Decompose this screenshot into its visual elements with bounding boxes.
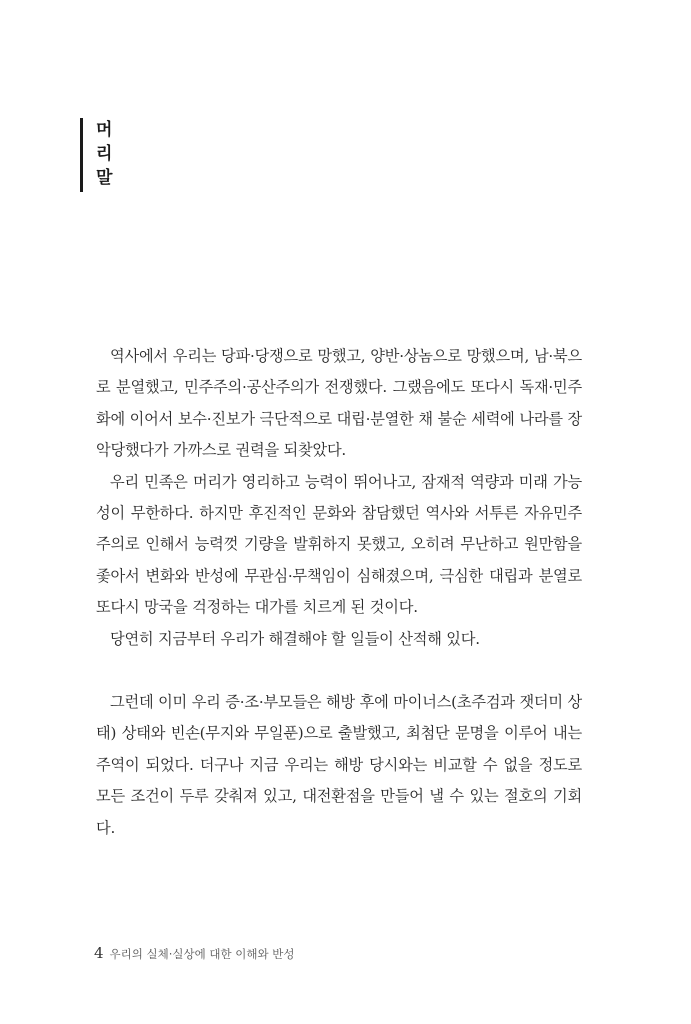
- heading-char: 머: [96, 120, 113, 140]
- paragraph: 당연히 지금부터 우리가 해결해야 할 일들이 산적해 있다.: [110, 629, 480, 648]
- heading-char: 말: [96, 168, 113, 188]
- paragraph-spacer: [96, 655, 582, 687]
- page-number: 4: [94, 944, 104, 962]
- heading-char: 리: [96, 144, 113, 164]
- paragraph: 우리 민족은 머리가 영리하고 능력이 뛰어나고, 잠재적 역량과 미래 가능성이 무한하다. 하지만 후진적인 문화와 참담했던 역사와 서투른 자유민주주의로 인해서 능력껏 기량을 발휘하지 못했고, 오히려 무난하고 원만함을 좇아서 변화와 반성에 무관심·무책임이 심해졌으며, 극심한 대립과 분열로 또다시 망국을 걱정하는 대가를 치르게 된 것이다.: [96, 472, 582, 617]
- chapter-heading: [80, 118, 112, 192]
- body-text: [96, 341, 582, 844]
- paragraph: 그런데 이미 우리 증·조·부모들은 해방 후에 마이너스(초주검과 잿더미 상태) 상태와 빈손(무지와 무일푼)으로 출발했고, 최첨단 문명을 이루어 내는 주역이 되었다. 더구나 지금 우리는 해방 당시와는 비교할 수 없을 정도로 모든 조건이 두루 갖춰져 있고, 대전환점을 만들어 낼 수 있는 절호의 기회다.: [96, 693, 582, 837]
- running-title: 우리의 실체·실상에 대한 이해와 반성: [109, 947, 295, 961]
- paragraph: 역사에서 우리는 당파·당쟁으로 망했고, 양반·상놈으로 망했으며, 남·북으로 분열했고, 민주주의·공산주의가 전쟁했다. 그랬음에도 또다시 독재·민주화에 이어서 보수·진보가 극단적으로 대립·분열한 채 불순 세력에 나라를 장악당했다가 가까스로 권력을 되찾았다.: [96, 347, 582, 460]
- page-footer: [94, 944, 294, 964]
